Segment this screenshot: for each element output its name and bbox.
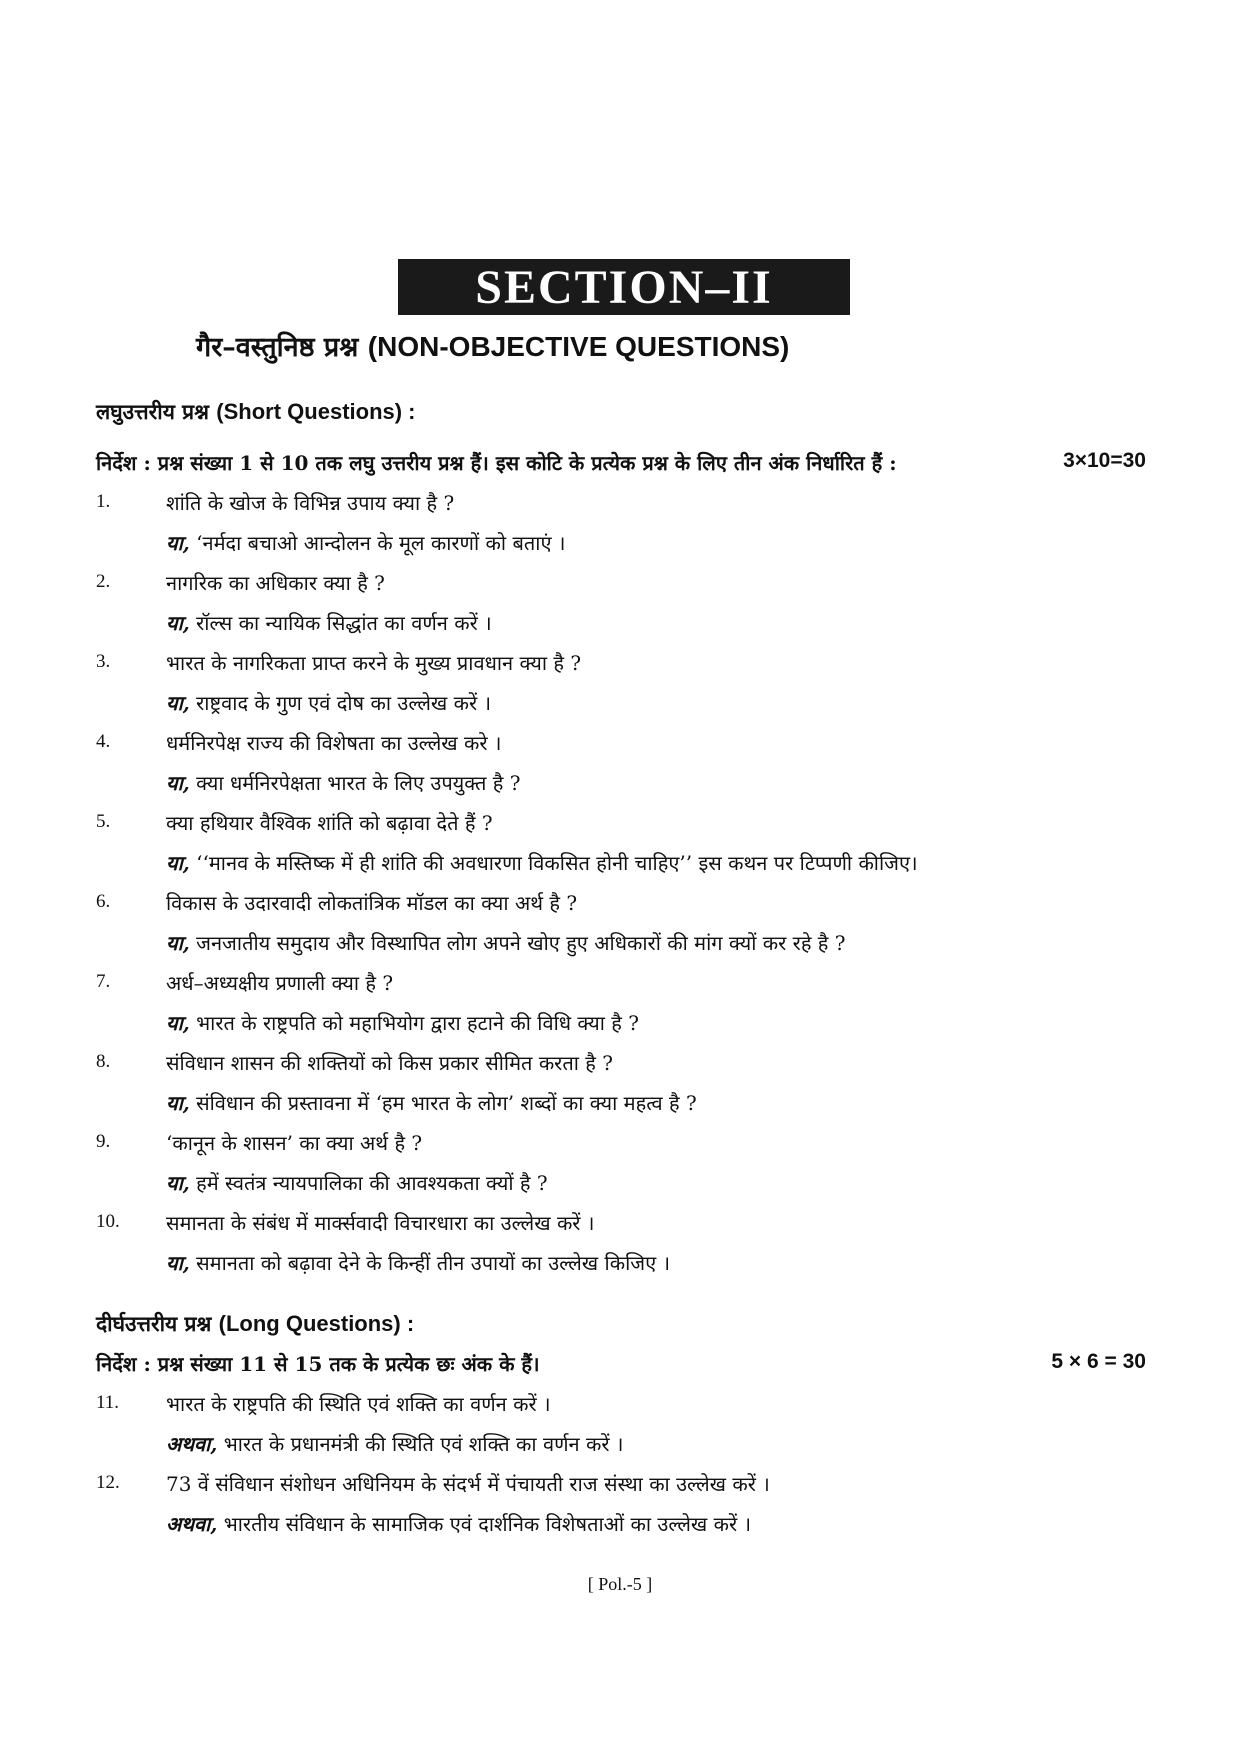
question-number: 11. — [96, 1392, 120, 1413]
alternative-question-row — [96, 769, 1176, 805]
question-row — [96, 1470, 1176, 1506]
alternative-question-text: ‘नर्मदा बचाओ आन्दोलन के मूल कारणों को बताएं । — [196, 531, 566, 555]
question-number: 2. — [96, 571, 111, 592]
question-text: नागरिक का अधिकार क्या है ? — [166, 571, 385, 595]
question-text: 73 वें संविधान संशोधन अधिनियम के संदर्भ में पंचायती राज संस्था का उल्लेख करें । — [166, 1472, 770, 1496]
question-number: 5. — [96, 811, 111, 832]
alternative-question — [166, 689, 491, 716]
or-label: या, — [166, 1011, 190, 1035]
alternative-question — [166, 1249, 670, 1276]
alternative-question — [166, 769, 520, 796]
question-text: अर्ध–अध्यक्षीय प्रणाली क्या है ? — [166, 971, 394, 995]
alternative-question — [166, 1089, 697, 1116]
or-label: या, — [166, 1091, 190, 1115]
alternative-question — [166, 529, 565, 556]
long-marks: 5 × 6 = 30 — [1051, 1350, 1146, 1373]
section-subtitle — [196, 327, 1096, 364]
question-row — [96, 1390, 1176, 1426]
question-row — [96, 569, 1176, 605]
long-directive — [96, 1350, 1146, 1377]
alternative-question — [166, 849, 918, 876]
question-row — [96, 889, 1176, 925]
alternative-question-row — [96, 1009, 1176, 1045]
or-label: या, — [166, 771, 190, 795]
question-number: 3. — [96, 651, 111, 672]
long-questions-heading — [96, 1310, 414, 1338]
or-label: या, — [166, 531, 190, 555]
alternative-question-text: क्या धर्मनिरपेक्षता भारत के लिए उपयुक्त है ? — [196, 771, 521, 795]
question-row — [96, 489, 1176, 525]
short-directive-text: निर्देश : प्रश्न संख्या 1 से 10 तक लघु उत्तरीय प्रश्न हैं। इस कोटि के प्रत्येक प्रश्न के लिए तीन अंक निर्धारित हैं : — [96, 451, 897, 475]
long-heading-hindi: दीर्घउत्तरीय प्रश्न — [96, 1311, 212, 1336]
question-row — [96, 729, 1176, 765]
subtitle-english: (NON-OBJECTIVE QUESTIONS) — [367, 331, 790, 362]
question-number: 8. — [96, 1051, 111, 1072]
or-label: या, — [166, 691, 190, 715]
alternative-question-row — [96, 609, 1176, 645]
question-row — [96, 1049, 1176, 1085]
question-row — [96, 969, 1176, 1005]
page-footer: [ Pol.-5 ] — [587, 1574, 653, 1594]
question-row — [96, 1209, 1176, 1245]
question-number: 12. — [96, 1472, 120, 1493]
or-label: अथवा, — [166, 1432, 218, 1456]
alternative-question-row — [96, 929, 1176, 965]
question-text: संविधान शासन की शक्तियों को किस प्रकार सीमित करता है ? — [166, 1051, 613, 1075]
alternative-question-text: हमें स्वतंत्र न्यायपालिका की आवश्यकता क्यों है ? — [196, 1171, 548, 1195]
or-label: अथवा, — [166, 1512, 218, 1536]
question-text: समानता के संबंध में मार्क्सवादी विचारधारा का उल्लेख करें । — [166, 1211, 595, 1235]
alternative-question-row — [96, 529, 1176, 565]
or-label: या, — [166, 1171, 190, 1195]
short-marks: 3×10=30 — [1063, 449, 1146, 472]
question-number: 9. — [96, 1131, 111, 1152]
question-text: क्या हथियार वैश्विक शांति को बढ़ावा देते हैं ? — [166, 811, 493, 835]
short-heading-hindi: लघुउत्तरीय प्रश्न — [96, 399, 209, 424]
alternative-question-row — [96, 1430, 1176, 1466]
short-heading-english: (Short Questions) : — [216, 399, 416, 424]
alternative-question-text: ‘‘मानव के मस्तिष्क में ही शांति की अवधारणा विकसित होनी चाहिए’’ इस कथन पर टिप्पणी कीजिए। — [196, 851, 918, 875]
alternative-question — [166, 1009, 639, 1036]
question-number: 1. — [96, 491, 111, 512]
subtitle-hindi: गैर–वस्तुनिष्ठ प्रश्न — [196, 332, 359, 363]
or-label: या, — [166, 851, 190, 875]
question-text: विकास के उदारवादी लोकतांत्रिक मॉडल का क्या अर्थ है ? — [166, 891, 578, 915]
question-text: शांति के खोज के विभिन्न उपाय क्या है ? — [166, 491, 455, 515]
alternative-question — [166, 1169, 548, 1196]
question-text: भारत के राष्ट्रपति की स्थिति एवं शक्ति का वर्णन करें । — [166, 1392, 551, 1416]
question-number: 10. — [96, 1211, 120, 1232]
alternative-question-row — [96, 1510, 1176, 1546]
alternative-question-row — [96, 1169, 1176, 1205]
question-text: धर्मनिरपेक्ष राज्य की विशेषता का उल्लेख करे । — [166, 731, 502, 755]
question-number: 4. — [96, 731, 111, 752]
question-text: ‘कानून के शासन’ का क्या अर्थ है ? — [166, 1131, 423, 1155]
alternative-question-text: भारतीय संविधान के सामाजिक एवं दार्शनिक विशेषताओं का उल्लेख करें । — [223, 1512, 752, 1536]
alternative-question — [166, 1430, 623, 1457]
question-number: 7. — [96, 971, 111, 992]
alternative-question-text: राष्ट्रवाद के गुण एवं दोष का उल्लेख करें । — [196, 691, 492, 715]
or-label: या, — [166, 611, 190, 635]
alternative-question — [166, 1510, 751, 1537]
question-row — [96, 809, 1176, 845]
or-label: या, — [166, 931, 190, 955]
alternative-question-row — [96, 1089, 1176, 1125]
short-directive — [96, 449, 1146, 476]
alternative-question-text: समानता को बढ़ावा देने के किन्हीं तीन उपायों का उल्लेख किजिए । — [196, 1251, 671, 1275]
section-title: SECTION–II — [398, 259, 850, 315]
or-label: या, — [166, 1251, 190, 1275]
long-directive-text: निर्देश : प्रश्न संख्या 11 से 15 तक के प्रत्येक छः अंक के हैं। — [96, 1352, 540, 1376]
alternative-question — [166, 609, 492, 636]
alternative-question — [166, 929, 846, 956]
question-row — [96, 649, 1176, 685]
alternative-question-text: भारत के प्रधानमंत्री की स्थिति एवं शक्ति का वर्णन करें । — [223, 1432, 624, 1456]
alternative-question-text: संविधान की प्रस्तावना में ‘हम भारत के लोग’ शब्दों का क्या महत्व है ? — [196, 1091, 697, 1115]
question-number: 6. — [96, 891, 111, 912]
alternative-question-row — [96, 849, 1176, 885]
question-row — [96, 1129, 1176, 1165]
short-questions-heading — [96, 398, 416, 426]
alternative-question-row — [96, 1249, 1176, 1285]
alternative-question-text: जनजातीय समुदाय और विस्थापित लोग अपने खोए हुए अधिकारों की मांग क्यों कर रहे है ? — [196, 931, 846, 955]
question-text: भारत के नागरिकता प्राप्त करने के मुख्य प्रावधान क्या है ? — [166, 651, 582, 675]
alternative-question-text: रॉल्स का न्यायिक सिद्धांत का वर्णन करें । — [196, 611, 492, 635]
alternative-question-row — [96, 689, 1176, 725]
alternative-question-text: भारत के राष्ट्रपति को महाभियोग द्वारा हटाने की विधि क्या है ? — [196, 1011, 639, 1035]
long-heading-english: (Long Questions) : — [218, 1311, 415, 1336]
